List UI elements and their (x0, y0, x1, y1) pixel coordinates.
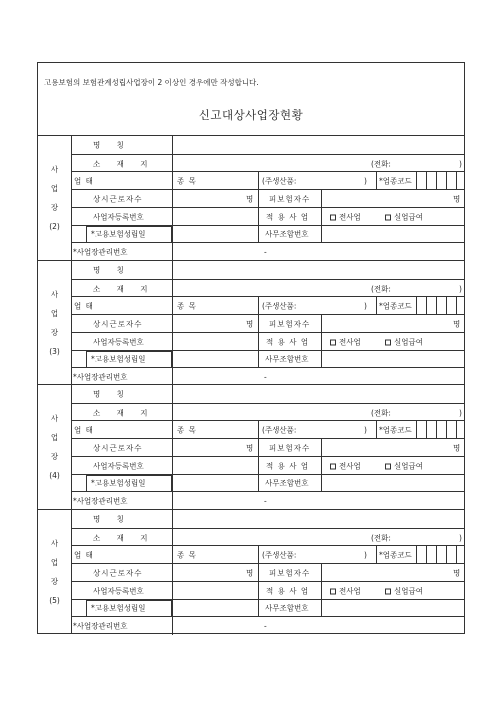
checkbox-icon[interactable] (330, 339, 336, 345)
insured-label: 피보험자수 (269, 568, 311, 578)
item-label: 종 목 (177, 176, 197, 186)
applied-label-cell (258, 333, 321, 351)
office-no-label: 사무조합번호 (265, 229, 309, 239)
checkbox-icon[interactable] (385, 463, 391, 469)
business-type-input[interactable] (98, 546, 172, 564)
workplace-section (38, 136, 464, 260)
office-no-input[interactable] (321, 226, 465, 244)
item-cell[interactable] (172, 172, 258, 190)
side-char: 사 (50, 539, 59, 548)
main-product-label: (주생산품: (262, 425, 297, 435)
industry-code-label-cell (376, 421, 416, 439)
item-cell[interactable] (172, 546, 258, 564)
section-side-label (38, 510, 72, 634)
side-char: 사 (50, 414, 59, 423)
site-mgmt-input[interactable] (172, 492, 466, 510)
phone-label: (전화: (371, 284, 391, 294)
address-input[interactable] (172, 155, 466, 173)
all-business-label: 전사업 (339, 586, 361, 596)
unemployment-option[interactable] (385, 211, 423, 222)
industry-code-label: *업종코드 (379, 550, 412, 560)
main-product-close: ) (364, 301, 367, 311)
insured-label-cell (258, 315, 321, 333)
insured-unit: 명 (453, 443, 461, 453)
employees-label: 상시근로자수 (93, 319, 143, 329)
form-row (71, 154, 464, 173)
side-char: 업 (50, 184, 59, 193)
industry-code-label-cell (376, 546, 416, 564)
form-row (71, 171, 464, 190)
unemployment-option[interactable] (385, 336, 423, 347)
applied-label: 적 용 사 업 (266, 212, 310, 222)
form-row (71, 207, 464, 226)
form-row (71, 225, 464, 244)
applied-label: 적 용 사 업 (266, 461, 310, 471)
form-row (71, 528, 464, 547)
office-no-label-cell (258, 475, 321, 493)
main-product-cell[interactable] (258, 546, 376, 564)
industry-code-box[interactable] (456, 421, 467, 439)
business-type-input[interactable] (98, 172, 172, 190)
applied-options[interactable] (321, 582, 465, 600)
name-label: 명 칭 (93, 140, 131, 150)
employees-input[interactable] (172, 439, 258, 457)
address-input[interactable] (172, 529, 466, 547)
applied-label: 적 용 사 업 (266, 337, 310, 347)
phone-close: ) (459, 408, 462, 418)
side-char: 장 (50, 328, 59, 337)
form-row (71, 136, 464, 154)
insured-input[interactable] (321, 190, 465, 208)
employees-input[interactable] (172, 190, 258, 208)
form-row (71, 474, 464, 493)
applied-label: 적 용 사 업 (266, 586, 310, 596)
checkbox-icon[interactable] (385, 214, 391, 220)
established-label-cell (86, 226, 172, 244)
insured-input[interactable] (321, 315, 465, 333)
industry-code-box[interactable] (456, 172, 467, 190)
all-business-label: 전사업 (339, 461, 361, 471)
established-label-cell (86, 351, 172, 369)
name-input[interactable] (172, 510, 466, 528)
checkbox-icon[interactable] (330, 463, 336, 469)
all-business-option[interactable] (330, 211, 361, 222)
form-row (71, 385, 464, 403)
form-row (71, 403, 464, 422)
all-business-option[interactable] (330, 585, 361, 596)
site-mgmt-label: *사업장관리번호 (73, 247, 128, 257)
checkbox-icon[interactable] (385, 339, 391, 345)
form-row (71, 563, 464, 582)
business-type-input[interactable] (98, 297, 172, 315)
form-title: 신고대상사업장현황 (198, 108, 304, 122)
established-label: *고용보험성립일 (91, 354, 146, 364)
established-label: *고용보험성립일 (91, 478, 146, 488)
item-cell[interactable] (172, 297, 258, 315)
industry-code-label-cell (376, 297, 416, 315)
side-char: 장 (50, 203, 59, 212)
applied-label-cell (258, 582, 321, 600)
office-no-label-cell (258, 351, 321, 369)
side-char: 사 (50, 290, 59, 299)
workplace-section (38, 260, 464, 385)
form-row (71, 545, 464, 564)
office-no-label-cell (258, 600, 321, 618)
industry-code-box[interactable] (456, 297, 467, 315)
all-business-label: 전사업 (339, 337, 361, 347)
site-mgmt-label: *사업장관리번호 (73, 372, 128, 382)
employees-unit: 명 (246, 568, 254, 578)
address-label: 소 재 지 (93, 408, 155, 418)
business-type-input[interactable] (98, 421, 172, 439)
unemployment-option[interactable] (385, 585, 423, 596)
reg-no-label: 사업자등록번호 (93, 337, 144, 347)
established-input[interactable] (172, 475, 258, 493)
item-label: 종 목 (177, 550, 197, 560)
notice-text: 고용보험의 보험관계성립사업장이 2 이상인 경우에만 작성합니다. (44, 78, 259, 87)
phone-close: ) (459, 159, 462, 169)
insured-label-cell (258, 439, 321, 457)
reg-no-label: 사업자등록번호 (93, 212, 144, 222)
business-type-label: 업 태 (74, 176, 94, 186)
site-mgmt-label: *사업장관리번호 (73, 496, 128, 506)
form-row (71, 420, 464, 439)
all-business-label: 전사업 (339, 212, 361, 222)
main-product-label: (주생산품: (262, 301, 297, 311)
office-no-input[interactable] (321, 600, 465, 618)
form-row (71, 599, 464, 618)
reg-no-input[interactable] (172, 333, 258, 351)
insured-label: 피보험자수 (269, 443, 311, 453)
side-char: (2) (49, 222, 60, 231)
form-row (71, 491, 464, 510)
employees-unit: 명 (246, 443, 254, 453)
established-label: *고용보험성립일 (91, 229, 146, 239)
industry-code-box[interactable] (456, 546, 467, 564)
established-label-cell (86, 475, 172, 493)
industry-code-label: *업종코드 (379, 425, 412, 435)
office-no-label: 사무조합번호 (265, 354, 309, 364)
unemployment-option[interactable] (385, 460, 423, 471)
side-char: 업 (50, 309, 59, 318)
insured-unit: 명 (453, 319, 461, 329)
insured-label-cell (258, 190, 321, 208)
checkbox-icon[interactable] (385, 588, 391, 594)
form-row (71, 510, 464, 528)
employees-label: 상시근로자수 (93, 443, 143, 453)
reg-no-input[interactable] (172, 208, 258, 226)
address-input[interactable] (172, 280, 466, 298)
checkbox-icon[interactable] (330, 588, 336, 594)
form-row (71, 581, 464, 600)
phone-close: ) (459, 533, 462, 543)
site-mgmt-dash: - (264, 496, 267, 506)
report-form (37, 62, 465, 634)
address-label: 소 재 지 (93, 533, 155, 543)
address-label: 소 재 지 (93, 159, 155, 169)
applied-label-cell (258, 208, 321, 226)
form-row (71, 438, 464, 457)
section-side-label (38, 136, 72, 260)
reg-no-label: 사업자등록번호 (93, 461, 144, 471)
unemployment-label: 실업급여 (394, 461, 423, 471)
name-input[interactable] (172, 261, 466, 279)
form-row (71, 242, 464, 261)
reg-no-input[interactable] (172, 457, 258, 475)
form-row (71, 279, 464, 298)
applied-options[interactable] (321, 333, 465, 351)
office-no-label: 사무조합번호 (265, 478, 309, 488)
site-mgmt-dash: - (264, 621, 267, 631)
insured-label: 피보험자수 (269, 194, 311, 204)
main-product-label: (주생산품: (262, 176, 297, 186)
insured-unit: 명 (453, 194, 461, 204)
main-product-cell[interactable] (258, 297, 376, 315)
phone-close: ) (459, 284, 462, 294)
employees-input[interactable] (172, 315, 258, 333)
established-label: *고용보험성립일 (91, 603, 146, 613)
established-label-cell (86, 600, 172, 618)
office-no-label-cell (258, 226, 321, 244)
side-char: (3) (49, 347, 60, 356)
site-mgmt-dash: - (264, 247, 267, 257)
established-input[interactable] (172, 351, 258, 369)
side-char: 사 (50, 165, 59, 174)
main-product-close: ) (364, 550, 367, 560)
side-char: 장 (50, 452, 59, 461)
business-type-label: 업 태 (74, 550, 94, 560)
office-no-input[interactable] (321, 475, 465, 493)
item-label: 종 목 (177, 425, 197, 435)
section-side-label (38, 261, 72, 385)
employees-label: 상시근로자수 (93, 568, 143, 578)
main-product-close: ) (364, 176, 367, 186)
phone-label: (전화: (371, 408, 391, 418)
item-label: 종 목 (177, 301, 197, 311)
applied-options[interactable] (321, 457, 465, 475)
main-product-close: ) (364, 425, 367, 435)
form-row (71, 189, 464, 208)
unemployment-label: 실업급여 (394, 337, 423, 347)
side-char: (4) (49, 471, 60, 480)
applied-label-cell (258, 457, 321, 475)
reg-no-label: 사업자등록번호 (93, 586, 144, 596)
side-char: 업 (50, 433, 59, 442)
address-input[interactable] (172, 404, 466, 422)
site-mgmt-dash: - (264, 372, 267, 382)
employees-unit: 명 (246, 319, 254, 329)
unemployment-label: 실업급여 (394, 212, 423, 222)
form-row (71, 350, 464, 369)
industry-code-label: *업종코드 (379, 301, 412, 311)
business-type-label: 업 태 (74, 301, 94, 311)
phone-label: (전화: (371, 159, 391, 169)
employees-input[interactable] (172, 564, 258, 582)
phone-label: (전화: (371, 533, 391, 543)
applied-options[interactable] (321, 208, 465, 226)
side-char: 업 (50, 558, 59, 567)
site-mgmt-input[interactable] (172, 243, 466, 261)
main-product-label: (주생산품: (262, 550, 297, 560)
industry-code-label-cell (376, 172, 416, 190)
section-side-label (38, 385, 72, 509)
office-no-input[interactable] (321, 351, 465, 369)
insured-input[interactable] (321, 439, 465, 457)
all-business-option[interactable] (330, 460, 361, 471)
business-type-label: 업 태 (74, 425, 94, 435)
established-input[interactable] (172, 226, 258, 244)
item-cell[interactable] (172, 421, 258, 439)
industry-code-label: *업종코드 (379, 176, 412, 186)
established-input[interactable] (172, 600, 258, 618)
name-label: 명 칭 (93, 389, 131, 399)
form-row (71, 314, 464, 333)
workplace-section (38, 384, 464, 509)
employees-label: 상시근로자수 (93, 194, 143, 204)
insured-label-cell (258, 564, 321, 582)
employees-unit: 명 (246, 194, 254, 204)
name-label: 명 칭 (93, 514, 131, 524)
checkbox-icon[interactable] (330, 214, 336, 220)
site-mgmt-label: *사업장관리번호 (73, 621, 128, 631)
insured-input[interactable] (321, 564, 465, 582)
name-input[interactable] (172, 385, 466, 403)
unemployment-label: 실업급여 (394, 586, 423, 596)
workplace-section (38, 509, 464, 634)
site-mgmt-input[interactable] (172, 617, 466, 635)
main-product-cell[interactable] (258, 172, 376, 190)
form-row (71, 616, 464, 635)
main-product-cell[interactable] (258, 421, 376, 439)
insured-label: 피보험자수 (269, 319, 311, 329)
address-label: 소 재 지 (93, 284, 155, 294)
side-char: 장 (50, 577, 59, 586)
form-row (71, 261, 464, 279)
all-business-option[interactable] (330, 336, 361, 347)
form-row (71, 296, 464, 315)
form-row (71, 456, 464, 475)
side-char: (5) (49, 596, 60, 605)
reg-no-input[interactable] (172, 582, 258, 600)
form-row (71, 332, 464, 351)
name-label: 명 칭 (93, 265, 131, 275)
office-no-label: 사무조합번호 (265, 603, 309, 613)
name-input[interactable] (172, 136, 466, 154)
insured-unit: 명 (453, 568, 461, 578)
